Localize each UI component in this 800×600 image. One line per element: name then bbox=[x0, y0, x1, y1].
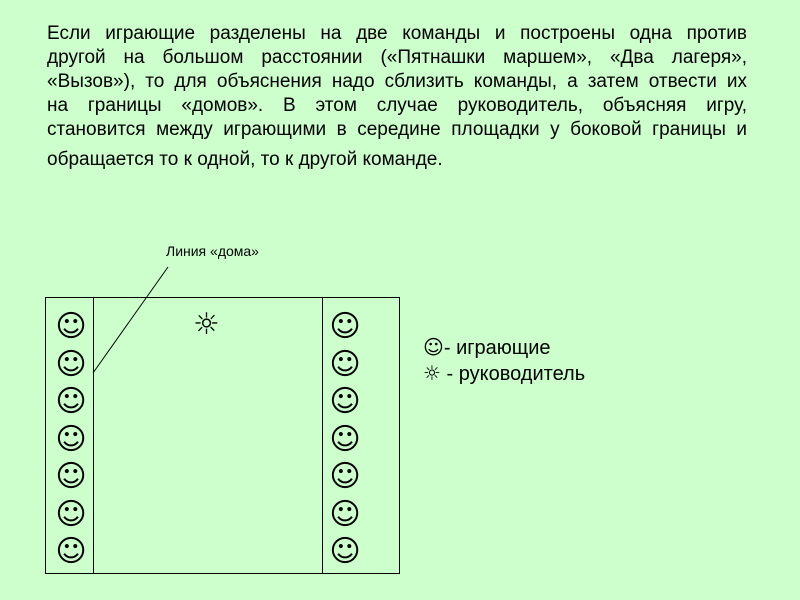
smiley-icon: ☺ bbox=[423, 335, 444, 359]
player-smiley-icon: ☺ bbox=[55, 534, 87, 569]
player-smiley-icon: ☺ bbox=[329, 534, 361, 569]
legend-leader-label: - руководитель bbox=[440, 363, 586, 385]
player-smiley-icon: ☺ bbox=[55, 496, 87, 532]
paragraph-line: Если играющие разделены на две команды и построены одна против bbox=[47, 23, 747, 44]
legend bbox=[423, 335, 585, 387]
paragraph-line: другой на большом расстоянии («Пятнашки маршем», «Два лагеря», bbox=[47, 47, 747, 68]
left-team bbox=[48, 308, 94, 571]
player-smiley-icon: ☺ bbox=[55, 421, 87, 457]
player-smiley-icon: ☺ bbox=[55, 309, 87, 344]
home-line-label: Линия «дома» bbox=[166, 243, 259, 259]
player-smiley-icon: ☺ bbox=[55, 346, 87, 382]
paragraph-line: становится между играющими в середине площадки у боковой границы и bbox=[47, 119, 747, 140]
player-smiley-icon: ☺ bbox=[55, 384, 87, 419]
legend-leader bbox=[423, 361, 585, 387]
sun-icon: ☼ bbox=[423, 361, 441, 385]
legend-players bbox=[423, 335, 585, 361]
right-team bbox=[323, 308, 367, 571]
playing-field bbox=[45, 297, 400, 574]
legend-players-label: - играющие bbox=[443, 337, 551, 359]
paragraph-line: «Вызов»), то для объяснения надо сблизить команды, а затем отвести их bbox=[47, 71, 747, 92]
player-smiley-icon: ☺ bbox=[329, 421, 361, 457]
player-smiley-icon: ☺ bbox=[329, 309, 361, 344]
player-smiley-icon: ☺ bbox=[329, 459, 361, 494]
paragraph-line: обращается то к одной, то к другой команде. bbox=[47, 149, 443, 170]
player-smiley-icon: ☺ bbox=[329, 384, 361, 419]
player-smiley-icon: ☺ bbox=[329, 346, 361, 382]
player-smiley-icon: ☺ bbox=[329, 496, 361, 532]
paragraph-line: на границы «домов». В этом случае руководитель, объясняя игру, bbox=[47, 95, 747, 116]
leader-sun-icon: ☼ bbox=[193, 307, 220, 342]
player-smiley-icon: ☺ bbox=[55, 459, 87, 494]
